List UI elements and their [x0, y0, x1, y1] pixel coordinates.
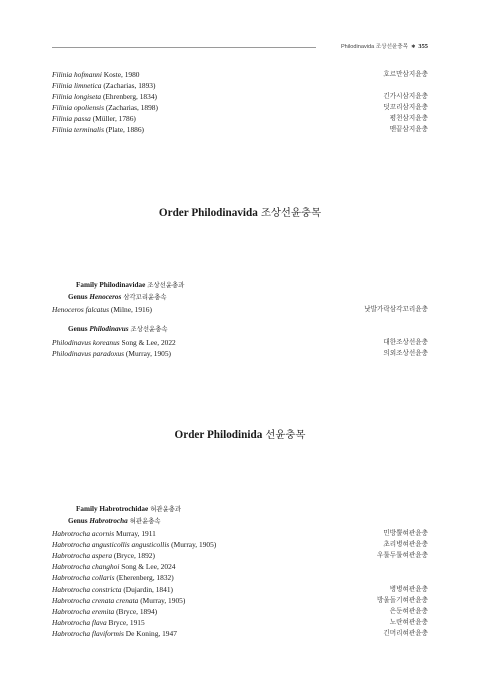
- order-korean-name: 선윤충목: [265, 429, 306, 441]
- korean-name: 대한조상선윤충: [383, 338, 428, 346]
- korean-name: 노란혀관윤충: [389, 618, 428, 626]
- species-row: [52, 69, 428, 80]
- header-rule: [52, 47, 316, 48]
- species-row: [52, 606, 428, 617]
- species-author: (Murray, 1905): [125, 349, 172, 358]
- species-row: [52, 91, 428, 102]
- species-author: (Murray, 1905): [171, 540, 217, 549]
- species-author: (Murray, 1905): [140, 596, 186, 605]
- species-author: (Ehrenberg, 1834): [102, 92, 157, 101]
- species-name: Filinia terminalis: [52, 125, 104, 134]
- species-author: (Eherenberg, 1832): [116, 573, 174, 582]
- species-author: (Milne, 1916): [110, 305, 152, 314]
- species-row: [52, 337, 428, 348]
- species-name: Habrotrocha crenata crenata: [52, 596, 139, 605]
- genus-heading: [68, 516, 161, 527]
- species-row: [52, 528, 428, 539]
- species-name: Philodinavus paradoxus: [52, 349, 125, 358]
- korean-name: 민방뿔혀관윤충: [383, 529, 428, 537]
- species-author: Koste, 1980: [103, 70, 140, 79]
- species-name: Filinia longiseta: [52, 92, 102, 101]
- species-row: [52, 572, 428, 583]
- species-name: Habrotrocha changhoi: [52, 562, 120, 571]
- order-heading: [0, 204, 480, 219]
- genus-name: Habrotrocha: [89, 517, 128, 525]
- bullet-star-icon: ✱: [411, 44, 416, 50]
- family-korean-name: 혀관윤충과: [150, 505, 182, 513]
- species-author: (Zacharias, 1893): [103, 81, 156, 90]
- species-row: [52, 102, 428, 113]
- species-row: [52, 539, 428, 550]
- species-name: Habrotrocha flava: [52, 618, 107, 627]
- species-author: Murray, 1911: [115, 529, 156, 538]
- species-row: [52, 595, 428, 606]
- korean-name: 긴가시삼지윤충: [383, 92, 428, 100]
- species-author: Bryce, 1915: [108, 618, 145, 627]
- species-row: [52, 550, 428, 561]
- species-author: (Dujardin, 1841): [123, 585, 173, 594]
- genus-prefix: Genus: [68, 293, 88, 301]
- korean-name: 덧꼬리삼지윤충: [383, 103, 428, 111]
- genus-heading: [68, 324, 168, 335]
- order-label: Order Philodinida: [174, 429, 263, 441]
- species-author: (Zacharias, 1898): [105, 103, 158, 112]
- species-name: Habrotrocha eremita: [52, 607, 115, 616]
- korean-name: 우툴두툴혀관윤충: [377, 551, 428, 559]
- genus-korean-name: 조상선윤충속: [130, 325, 168, 333]
- running-title: Philodinavida 조상선윤충목: [340, 44, 409, 50]
- species-row: [52, 124, 428, 135]
- order-korean-name: 조상선윤충목: [260, 207, 322, 219]
- korean-name: 호르만삼지윤충: [383, 70, 428, 78]
- species-author: (Bryce, 1892): [113, 551, 155, 560]
- family-label: Family Habrotrochidae: [76, 505, 149, 513]
- species-author: Song & Lee, 2024: [121, 562, 176, 571]
- genus-heading: [68, 292, 167, 303]
- species-name: Filinia limnetica: [52, 81, 102, 90]
- species-row: [52, 561, 428, 572]
- species-row: [52, 584, 428, 595]
- korean-name: 긴머리혀관윤충: [383, 629, 428, 637]
- korean-name: 병병혀관윤충: [389, 585, 428, 593]
- species-name: Habrotrocha aspera: [52, 551, 113, 560]
- family-label: Family Philodinavidae: [76, 281, 146, 289]
- genus-korean-name: 혀관윤충속: [129, 517, 161, 525]
- korean-name: 낫발가락삼각꼬리윤충: [364, 305, 428, 313]
- species-author: (Müller, 1786): [92, 114, 136, 123]
- species-row: [52, 113, 428, 124]
- page-number: 355: [418, 43, 428, 50]
- species-author: De Koning, 1947: [125, 629, 177, 638]
- genus-korean-name: 삼각꼬리윤충속: [123, 293, 167, 301]
- species-name: Habrotrocha angusticollis angusticollis: [52, 540, 170, 549]
- species-name: Habrotrocha collaris: [52, 573, 115, 582]
- species-name: Habrotrocha constricta: [52, 585, 122, 594]
- species-name: Philodinavus koreanus: [52, 338, 120, 347]
- korean-name: 평천삼지윤충: [389, 114, 428, 122]
- korean-name: 방울돌기혀관윤충: [377, 596, 428, 604]
- running-header: [52, 42, 428, 52]
- species-row: [52, 628, 428, 639]
- species-name: Henoceros falcatus: [52, 305, 109, 314]
- species-name: Filinia opoliensis: [52, 103, 104, 112]
- korean-name: 은둔혀관윤충: [389, 607, 428, 615]
- species-name: Filinia passa: [52, 114, 91, 123]
- korean-name: 맨끝삼지윤충: [389, 125, 428, 133]
- genus-prefix: Genus: [68, 325, 88, 333]
- genus-name: Philodinavus: [89, 325, 129, 333]
- order-heading: [0, 426, 480, 441]
- family-heading: [76, 504, 181, 515]
- species-row: [52, 304, 428, 315]
- species-name: Filinia hofmanni: [52, 70, 102, 79]
- genus-name: Henoceros: [89, 293, 122, 301]
- species-name: Habrotrocha flaviformis: [52, 629, 124, 638]
- order-label: Order Philodinavida: [158, 207, 258, 219]
- family-korean-name: 조상선윤충과: [147, 281, 185, 289]
- species-author: Song & Lee, 2022: [121, 338, 176, 347]
- species-author: (Plate, 1886): [105, 125, 144, 134]
- species-row: [52, 80, 428, 91]
- header-text: [341, 42, 428, 50]
- genus-prefix: Genus: [68, 517, 88, 525]
- korean-name: 의외조상선윤충: [383, 349, 428, 357]
- species-author: (Bryce, 1894): [116, 607, 158, 616]
- species-name: Habrotrocha acornis: [52, 529, 115, 538]
- family-heading: [76, 280, 184, 291]
- korean-name: 초리병혀관윤충: [383, 540, 428, 548]
- species-row: [52, 348, 428, 359]
- species-row: [52, 617, 428, 628]
